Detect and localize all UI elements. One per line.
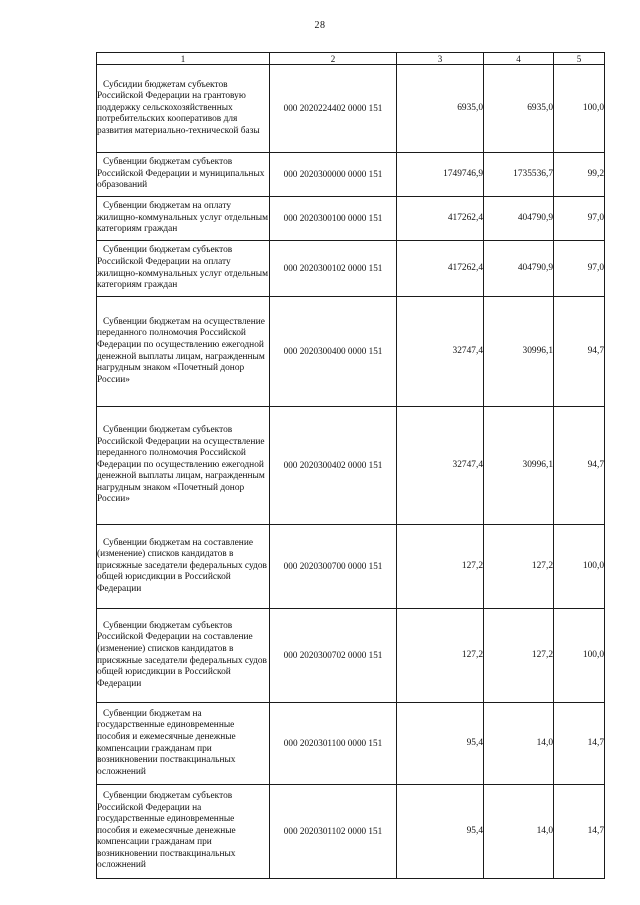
- budget-code: 000 2020300702 0000 151: [270, 609, 397, 703]
- amount-col3: 32747,4: [397, 407, 484, 525]
- column-header: 2: [270, 53, 397, 65]
- column-header: 3: [397, 53, 484, 65]
- amount-col4: 404790,9: [484, 241, 554, 297]
- table-row: [97, 297, 605, 407]
- row-description: Субвенции бюджетам субъектов Российской Федерации на оплату жилищно-коммунальных услуг отдельным категориям граждан: [97, 241, 270, 297]
- percent-col5: 14,7: [554, 703, 605, 785]
- row-description: Субвенции бюджетам на оплату жилищно-коммунальных услуг отдельным категориям граждан: [97, 197, 270, 241]
- percent-col5: 97,0: [554, 241, 605, 297]
- page-number: 28: [314, 20, 326, 31]
- amount-col4: 30996,1: [484, 407, 554, 525]
- budget-code: 000 2020301102 0000 151: [270, 785, 397, 879]
- budget-code: 000 2020300400 0000 151: [270, 297, 397, 407]
- table-row: [97, 65, 605, 153]
- amount-col4: 404790,9: [484, 197, 554, 241]
- amount-col3: 417262,4: [397, 197, 484, 241]
- amount-col3: 6935,0: [397, 65, 484, 153]
- percent-col5: 99,2: [554, 153, 605, 197]
- amount-col4: 14,0: [484, 785, 554, 879]
- amount-col3: 95,4: [397, 703, 484, 785]
- table-row: [97, 609, 605, 703]
- table-row: [97, 407, 605, 525]
- budget-code: 000 2020300402 0000 151: [270, 407, 397, 525]
- amount-col4: 1735536,7: [484, 153, 554, 197]
- row-description: Субвенции бюджетам субъектов Российской Федерации на осуществление переданного полномочия Российской Федерации по осуществлению ежегодной денежной выплаты лицам, награжденным нагрудным знаком «Почетный донор России»: [97, 407, 270, 525]
- column-header: 1: [97, 53, 270, 65]
- percent-col5: 94,7: [554, 407, 605, 525]
- amount-col4: 127,2: [484, 609, 554, 703]
- table-row: [97, 525, 605, 609]
- amount-col4: 30996,1: [484, 297, 554, 407]
- row-description: Субвенции бюджетам на государственные единовременные пособия и ежемесячные денежные компенсации гражданам при возникновении поствакцинальных осложнений: [97, 703, 270, 785]
- table-row: [97, 197, 605, 241]
- row-description: Субвенции бюджетам на осуществление переданного полномочия Российской Федерации по осуществлению ежегодной денежной выплаты лицам, награжденным нагрудным знаком «Почетный донор России»: [97, 297, 270, 407]
- row-description: Субвенции бюджетам субъектов Российской Федерации на государственные единовременные пособия и ежемесячные денежные компенсации гражданам при возникновении поствакцинальных осложнений: [97, 785, 270, 879]
- percent-col5: 100,0: [554, 525, 605, 609]
- percent-col5: 14,7: [554, 785, 605, 879]
- amount-col3: 32747,4: [397, 297, 484, 407]
- amount-col3: 127,2: [397, 609, 484, 703]
- table-header-row: [97, 53, 605, 65]
- budget-table: [96, 52, 605, 879]
- amount-col3: 127,2: [397, 525, 484, 609]
- budget-code: 000 2020300700 0000 151: [270, 525, 397, 609]
- row-description: Субсидии бюджетам субъектов Российской Федерации на грантовую поддержку сельскохозяйственных потребительских кооперативов для развития материально-технической базы: [97, 65, 270, 153]
- budget-code: 000 2020300000 0000 151: [270, 153, 397, 197]
- percent-col5: 100,0: [554, 65, 605, 153]
- budget-code: 000 2020300100 0000 151: [270, 197, 397, 241]
- column-header: 5: [554, 53, 605, 65]
- row-description: Субвенции бюджетам субъектов Российской Федерации на составление (изменение) списков кандидатов в присяжные заседатели федеральных судов общей юрисдикции в Российской Федерации: [97, 609, 270, 703]
- table-row: [97, 703, 605, 785]
- budget-code: 000 2020224402 0000 151: [270, 65, 397, 153]
- percent-col5: 94,7: [554, 297, 605, 407]
- amount-col4: 127,2: [484, 525, 554, 609]
- amount-col3: 1749746,9: [397, 153, 484, 197]
- table-row: [97, 785, 605, 879]
- amount-col3: 95,4: [397, 785, 484, 879]
- row-description: Субвенции бюджетам на составление (изменение) списков кандидатов в присяжные заседатели федеральных судов общей юрисдикции в Российской Федерации: [97, 525, 270, 609]
- budget-code: 000 2020300102 0000 151: [270, 241, 397, 297]
- amount-col4: 14,0: [484, 703, 554, 785]
- amount-col4: 6935,0: [484, 65, 554, 153]
- row-description: Субвенции бюджетам субъектов Российской Федерации и муниципальных образований: [97, 153, 270, 197]
- amount-col3: 417262,4: [397, 241, 484, 297]
- percent-col5: 97,0: [554, 197, 605, 241]
- column-header: 4: [484, 53, 554, 65]
- percent-col5: 100,0: [554, 609, 605, 703]
- table-row: [97, 241, 605, 297]
- budget-code: 000 2020301100 0000 151: [270, 703, 397, 785]
- table-row: [97, 153, 605, 197]
